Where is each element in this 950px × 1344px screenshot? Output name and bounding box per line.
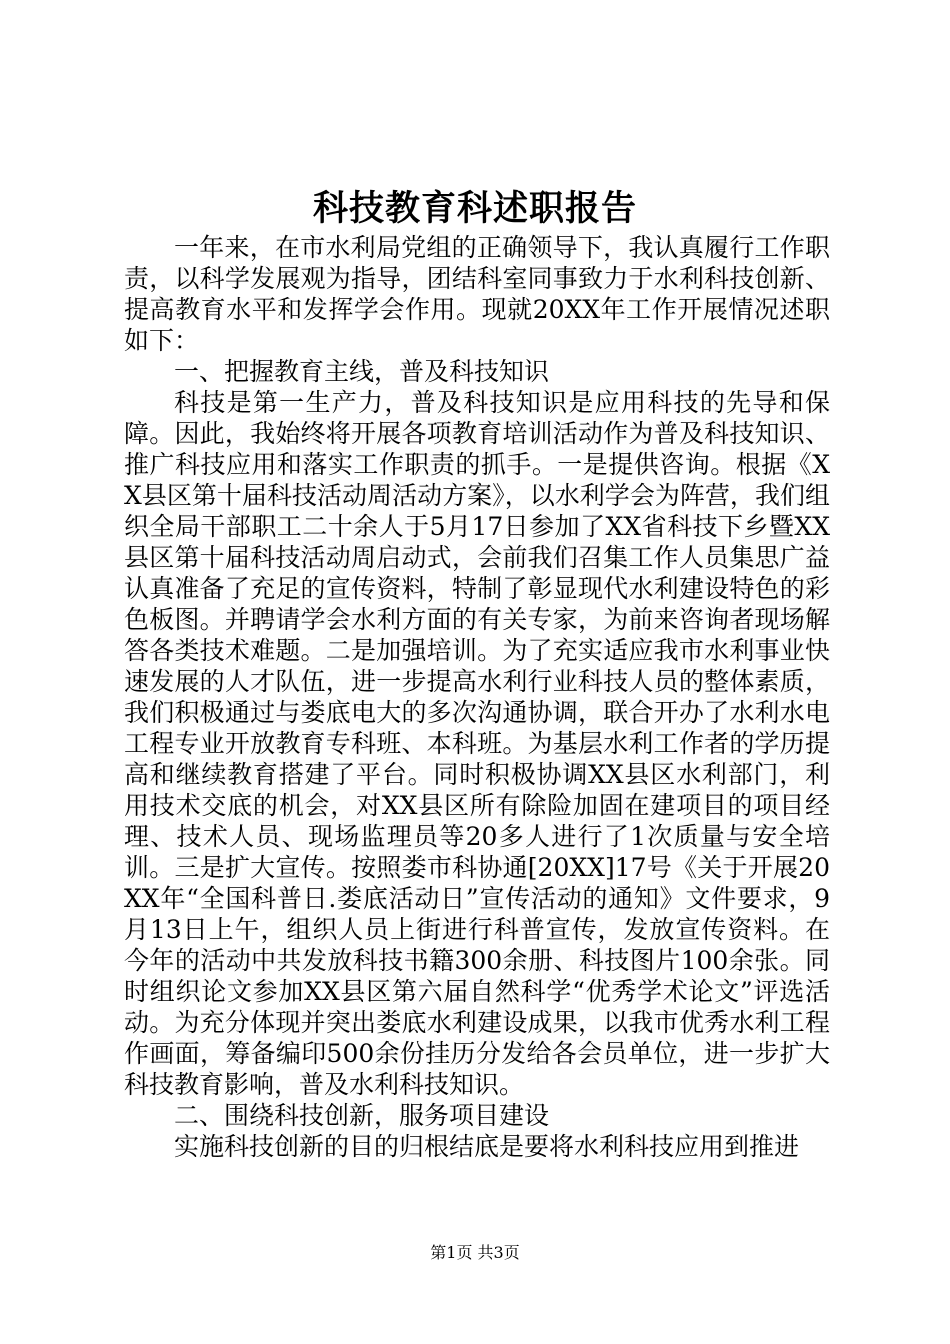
page-footer: 第1页 共3页 bbox=[430, 1243, 520, 1262]
paragraph-section-1: 科技是第一生产力，普及科技知识是应用科技的先导和保障。因此，我始终将开展各项教育培训活动作为普及科技知识、推广科技应用和落实工作职责的抓手。一是提供咨询。根据《XX县区第十届科技活动周活动方案》，以水利学会为阵营，我们组织全局干部职工二十余人于5月17日参加了XX省科技下乡暨XX县区第十届科技活动周启动式，会前我们召集工作人员集思广益认真准备了充足的宣传资料，特制了彰显现代水利建设特色的彩色板图。并聘请学会水利方面的有关专家，为前来咨询者现场解答各类技术难题。二是加强培训。为了充实适应我市水利事业快速发展的人才队伍，进一步提高水利行业科技人员的整体素质，我们积极通过与娄底电大的多次沟通协调，联合开办了水利水电工程专业开放教育专科班、本科班。为基层水利工作者的学历提高和继续教育搭建了平台。同时积极协调XX县区水利部门，利用技术交底的机会，对XX县区所有除险加固在建项目的项目经理、技术人员、现场监理员等20多人进行了1次质量与安全培训。三是扩大宣传。按照娄市科协通[20XX]17号《关于开展20XX年“全国科普日.娄底活动日”宣传活动的通知》文件要求，9月13日上午，组织人员上街进行科普宣传，发放宣传资料。在今年的活动中共发放科技书籍300余册、科技图片100余张。同时组织论文参加XX县区第六届自然科学“优秀学术论文”评选活动。为充分体现并突出娄底水利建设成果，以我市优秀水利工程作画面，筹备编印500余份挂历分发给各会员单位，进一步扩大科技教育影响，普及水利科技知识。 bbox=[124, 388, 830, 1099]
paragraph-section-2: 实施科技创新的目的归根结底是要将水利科技应用到推进 bbox=[174, 1132, 800, 1161]
document-title: 科技教育科述职报告 bbox=[312, 188, 637, 229]
section-heading-2: 二、围绕科技创新，服务项目建设 bbox=[174, 1101, 550, 1130]
section-heading-1: 一、把握教育主线，普及科技知识 bbox=[174, 357, 550, 386]
document-body bbox=[124, 232, 830, 1162]
paragraph-intro: 一年来，在市水利局党组的正确领导下，我认真履行工作职责，以科学发展观为指导，团结科室同事致力于水利科技创新、提高教育水平和发挥学会作用。现就20XX年工作开展情况述职如下： bbox=[124, 233, 830, 355]
